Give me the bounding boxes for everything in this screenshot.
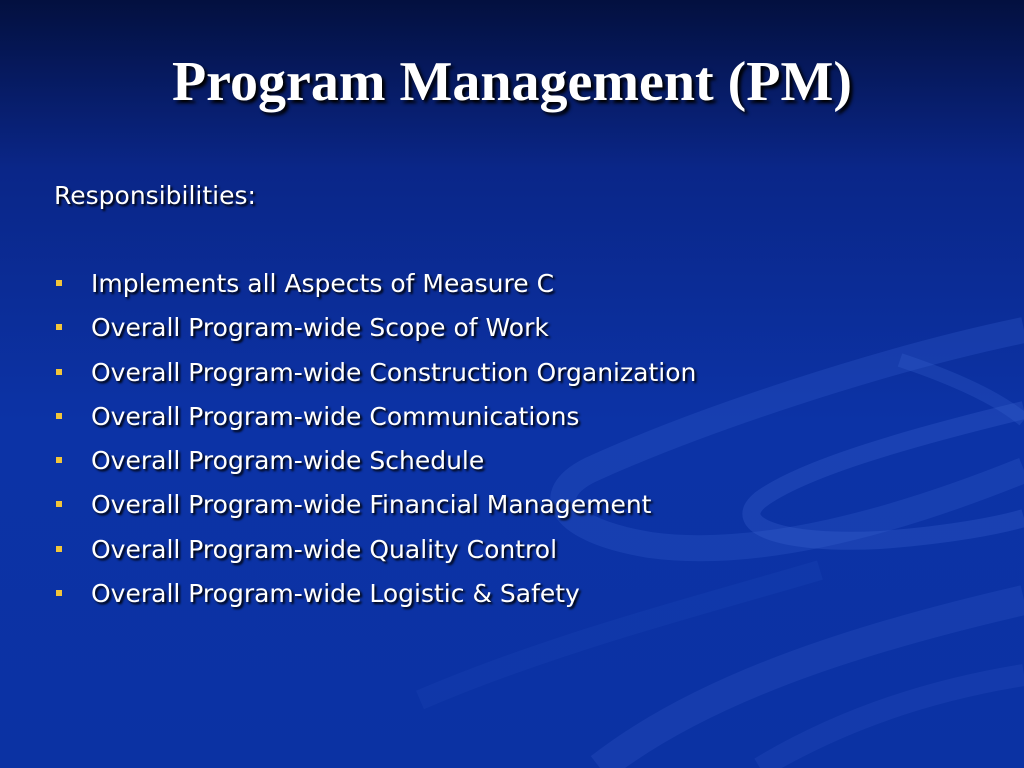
- square-bullet-icon: [56, 369, 62, 375]
- square-bullet-icon: [56, 413, 62, 419]
- slide-title: Program Management (PM): [171, 51, 853, 113]
- square-bullet-icon: [56, 457, 62, 463]
- responsibilities-heading: Responsibilities:: [54, 181, 256, 210]
- list-item-text: Implements all Aspects of Measure C: [91, 269, 555, 298]
- square-bullet-icon: [56, 324, 62, 330]
- list-item-text: Overall Program-wide Communications: [91, 401, 580, 431]
- square-bullet-icon: [56, 501, 62, 507]
- square-bullet-icon: [56, 590, 62, 596]
- list-item-text: Overall Program-wide Scope of Work: [91, 313, 549, 343]
- square-bullet-icon: [56, 546, 62, 552]
- list-item-text: Overall Program-wide Logistic & Safety: [91, 579, 580, 609]
- list-item-text: Overall Program-wide Financial Management: [91, 490, 652, 520]
- square-bullet-icon: [56, 280, 62, 286]
- list-item-text: Overall Program-wide Schedule: [91, 446, 485, 476]
- list-item-text: Overall Program-wide Quality Control: [91, 534, 558, 564]
- list-item-text: Overall Program-wide Construction Organization: [91, 357, 697, 387]
